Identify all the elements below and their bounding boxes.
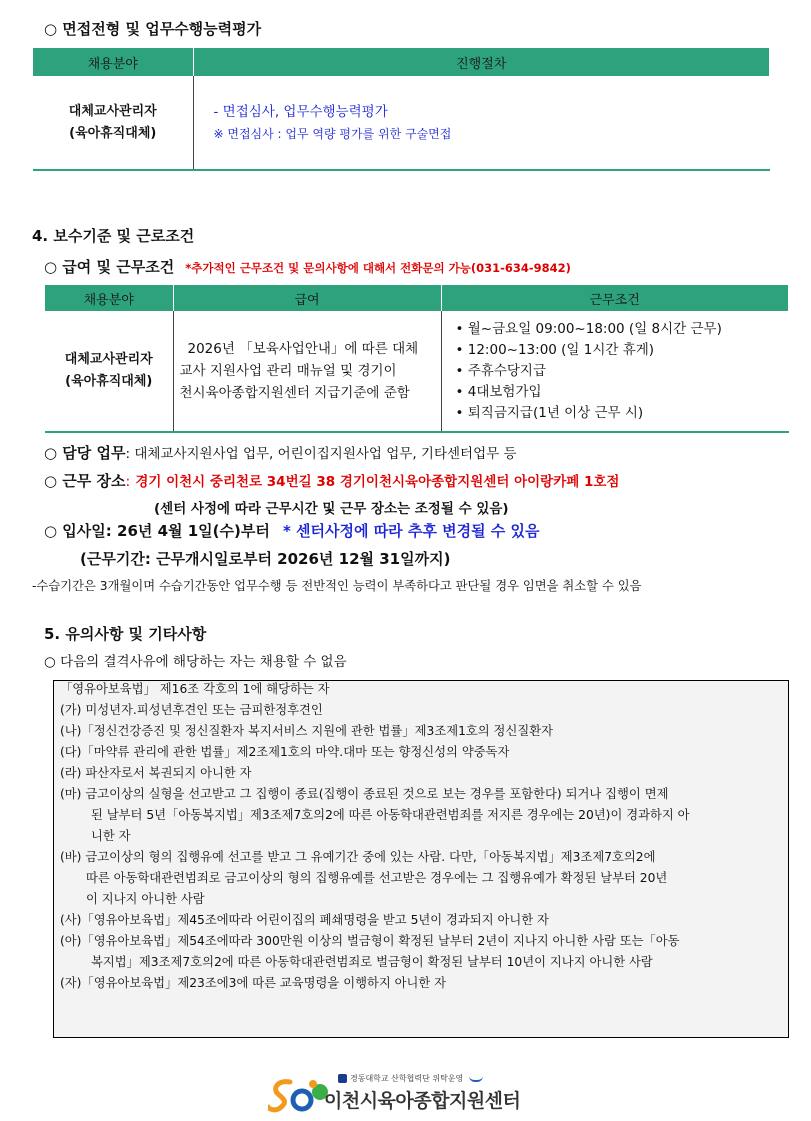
table-header-process: 진행절차 [193, 48, 770, 76]
duty-row [44, 442, 517, 463]
work-period: (근무기간: 근무개시일로부터 2026년 12월 31일까지) [80, 550, 451, 568]
list-item-cont: 니한 자 [91, 829, 131, 843]
field-line1: 대체교사관리자 [68, 103, 157, 119]
start-note: * 센터사정에 따라 추후 변경될 수 있음 [282, 522, 540, 540]
section5-heading: 5. 유의사항 및 기타사항 [44, 625, 207, 643]
list-item: (자)「영유아보육법」제23조에3에 따른 교육명령을 이행하지 아니한 자 [60, 976, 447, 990]
place-colon: : [125, 474, 131, 490]
interview-table [33, 48, 770, 171]
disqualification-box [53, 680, 789, 1038]
table-header-field: 채용분야 [33, 48, 193, 76]
list-item-cont: 복지법」제3조제7호의2에 따른 아동학대관련범죄로 벌금형이 확정된 날부터 10년이 지나지 아니한 사람 [91, 955, 653, 969]
footer-sub [338, 1073, 483, 1084]
university-emblem-icon [338, 1074, 347, 1083]
field-cell [45, 311, 173, 432]
duty-text: : 대체교사지원사업 업무, 어린이집지원사업 업무, 기타센터업무 등 [125, 446, 517, 462]
pay-cell [173, 311, 441, 432]
duty-label: ○ 담당 업무 [44, 444, 126, 462]
conditions-list [456, 319, 789, 424]
list-item: (다)「마약류 관리에 관한 법률」제2조제1호의 마약.대마 또는 향정신성의 약중독자 [60, 745, 510, 759]
list-item: (가) 미성년자.피성년후견인 또는 금피한정후견인 [60, 703, 323, 717]
section4-heading: 4. 보수기준 및 근로조건 [32, 227, 195, 245]
place-row [44, 470, 619, 491]
field-line2: (육아휴직대체) [65, 374, 153, 389]
place-text: 경기 이천시 중리천로 34번길 38 경기이천시육아종합지원센터 아이랑카페 1호점 [135, 474, 620, 490]
wave-icon [469, 1076, 483, 1082]
place-label: ○ 근무 장소 [44, 472, 126, 490]
start-row [44, 520, 539, 541]
list-item-cont: 된 날부터 5년「아동복지법」제3조제7호의2에 따른 아동학대관련범죄를 저지른 경우에는 20년)이 경과하지 아 [91, 808, 690, 822]
table-header-conditions: 근무조건 [441, 285, 789, 311]
pay-line1: 2026년 「보육사업안내」에 따른 대체 [187, 341, 419, 357]
table-header-field: 채용분야 [45, 285, 173, 311]
list-item: (바) 금고이상의 형의 집행유예 선고를 받고 그 유예기간 중에 있는 사람. 다만,「아동복지법」제3조제7호의2에 [60, 850, 656, 864]
list-item: (사)「영유아보육법」제45조에따라 어린이집의 폐쇄명령을 받고 5년이 경과되지 아니한 자 [60, 913, 549, 927]
conditions-cell [441, 311, 789, 432]
list-item-cont: 이 지나지 아니한 사람 [86, 892, 205, 906]
footer-logo [268, 1070, 548, 1114]
pay-line3: 천시육아종합지원센터 지급기준에 준함 [179, 385, 410, 401]
condition-item: • 퇴직금지급(1년 이상 근무 시) [455, 404, 644, 421]
condition-item: • 12:00~13:00 (일 1시간 휴게) [455, 341, 655, 358]
process-cell [193, 76, 770, 170]
list-item: (나)「정신건강증진 및 정신질환자 복지서비스 지원에 관한 법률」제3조제1호의 정신질환자 [60, 724, 553, 738]
list-item: (마) 금고이상의 실형을 선고받고 그 집행이 종료(집행이 종료된 것으로 보는 경우를 포함한다) 되거나 집행이 면제 [60, 787, 669, 801]
place-note: (센터 사정에 따라 근무시간 및 근무 장소는 조정될 수 있음) [154, 501, 509, 517]
pay-note: *추가적인 근무조건 및 문의사항에 대해서 전화문의 가능(031-634-9842) [185, 261, 571, 275]
condition-item: • 주휴수당지급 [455, 362, 546, 379]
section5-intro: ○ 다음의 결격사유에 해당하는 자는 채용할 수 없음 [44, 654, 347, 670]
footer-name: 이천시육아종합지원센터 [324, 1090, 521, 1112]
process-line1: - 면접심사, 업무수행능력평가 [213, 103, 388, 120]
list-item: (라) 파산자로서 복권되지 아니한 자 [60, 766, 252, 780]
center-logo-icon [268, 1070, 332, 1114]
footer-sub-text: 경동대학교 산학협력단 위탁운영 [350, 1074, 464, 1083]
pay-table [45, 285, 789, 433]
list-item: (아)「영유아보육법」제54조에따라 300만원 이상의 벌금형이 확정된 날부터 2년이 지나지 아니한 사람 또는「아동 [60, 934, 680, 948]
table-header-pay: 급여 [173, 285, 441, 311]
list-item: 「영유아보육법」 제16조 각호의 1에 해당하는 자 [60, 682, 330, 696]
start-label: ○ 입사일: 26년 4월 1일(수)부터 [44, 522, 270, 540]
condition-item: • 월~금요일 09:00~18:00 (일 8시간 근무) [455, 320, 722, 337]
field-line1: 대체교사관리자 [64, 352, 153, 367]
field-line2: (육아휴직대체) [69, 125, 157, 141]
process-line2: ※ 면접심사 : 업무 역량 평가를 위한 구술면접 [213, 126, 452, 141]
condition-item: • 4대보험가입 [455, 383, 542, 400]
field-cell [33, 76, 193, 170]
probation-note: -수습기간은 3개월이며 수습기간동안 업무수행 등 전반적인 능력이 부족하다고 판단될 경우 임면을 취소할 수 있음 [32, 579, 642, 593]
list-item-cont: 따른 아동학대관련범죄로 금고이상의 형의 집행유예를 선고받은 경우에는 그 집행유예가 확정된 날부터 20년 [86, 871, 668, 885]
interview-heading: ○ 면접전형 및 업무수행능력평가 [44, 20, 262, 38]
pay-heading-row [44, 256, 571, 277]
pay-heading: ○ 급여 및 근무조건 [44, 258, 175, 276]
pay-line2: 교사 지원사업 관리 매뉴얼 및 경기이 [179, 363, 397, 379]
